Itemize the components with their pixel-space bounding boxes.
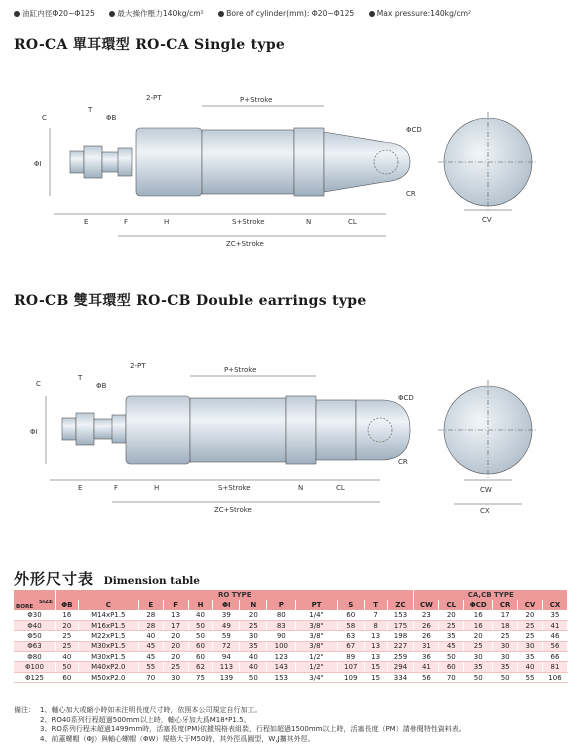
dim-c-label: C bbox=[42, 114, 47, 122]
dim-zc-stroke-label: ZC+Stroke bbox=[226, 240, 264, 248]
table-cell: 63 bbox=[337, 631, 364, 641]
table-cell: 59 bbox=[213, 631, 240, 641]
group-ro-type: RO TYPE bbox=[55, 590, 414, 600]
table-cell: 67 bbox=[337, 641, 364, 651]
table-cell: 60 bbox=[188, 652, 213, 662]
table-cell: 1/2" bbox=[296, 652, 337, 662]
bore-size-cell: Φ100 bbox=[14, 662, 55, 672]
table-cell: 25 bbox=[493, 631, 518, 641]
rod-nut bbox=[70, 151, 84, 173]
front-cap bbox=[136, 128, 202, 196]
table-cell: 90 bbox=[267, 631, 296, 641]
bullet-icon bbox=[109, 11, 115, 17]
table-cell: 15 bbox=[364, 662, 387, 672]
table-cell: 40 bbox=[188, 610, 213, 620]
table-cell: 70 bbox=[138, 672, 163, 682]
table-cell: 50 bbox=[464, 672, 493, 682]
group-ca-cb-type: CA,CB TYPE bbox=[414, 590, 568, 600]
table-cell: 20 bbox=[55, 620, 78, 630]
table-cell: 25 bbox=[55, 641, 78, 651]
table-cell: 16 bbox=[55, 610, 78, 620]
table-cell: 175 bbox=[387, 620, 414, 630]
table-cell: 334 bbox=[387, 672, 414, 682]
table-cell: 18 bbox=[493, 620, 518, 630]
table-cell: 227 bbox=[387, 641, 414, 651]
table-cell: 16 bbox=[464, 620, 493, 630]
table-cell: 50 bbox=[240, 672, 267, 682]
bore-size-cell: Φ80 bbox=[14, 652, 55, 662]
spec-bore-cn: 油缸内徑Φ20~Φ125 bbox=[14, 9, 95, 18]
table-cell: 153 bbox=[267, 672, 296, 682]
table-cell: 66 bbox=[542, 652, 567, 662]
note-line-3 bbox=[14, 725, 570, 735]
table-row bbox=[14, 662, 568, 672]
table-column-header bbox=[14, 600, 568, 610]
table-cell: 8 bbox=[364, 620, 387, 630]
notes bbox=[14, 706, 570, 744]
table-cell: 13 bbox=[163, 610, 188, 620]
bore-label: BORE bbox=[16, 604, 34, 610]
cb-section-title: RO-CB 雙耳環型 RO-CB Double earrings type bbox=[14, 293, 367, 309]
spec-pressure-cn: 最大操作壓力140kg/cm² bbox=[109, 9, 203, 18]
table-cell: 60 bbox=[439, 662, 464, 672]
note-line-4 bbox=[14, 735, 570, 745]
dim-f-label: F bbox=[124, 218, 129, 226]
table-cell: 13 bbox=[364, 652, 387, 662]
table-cell: 106 bbox=[542, 672, 567, 682]
bore-size-cell: Φ125 bbox=[14, 672, 55, 682]
dimension-title-en: Dimension table bbox=[103, 575, 200, 587]
dimension-table-title bbox=[14, 568, 200, 589]
dim-p-stroke-label: P+Stroke bbox=[240, 96, 273, 104]
column-header: T bbox=[364, 600, 387, 610]
column-header: E bbox=[138, 600, 163, 610]
front-cap bbox=[126, 396, 190, 464]
dim-i-label: ΦI bbox=[34, 160, 42, 168]
table-cell: 50 bbox=[493, 672, 518, 682]
dim-cr-label: CR bbox=[406, 190, 416, 198]
table-cell: 153 bbox=[387, 610, 414, 620]
table-cell: 25 bbox=[55, 631, 78, 641]
dim-cw-label: CW bbox=[480, 486, 492, 494]
table-cell: 50 bbox=[55, 662, 78, 672]
dim-p-stroke-label: P+Stroke bbox=[224, 366, 257, 374]
table-cell: 58 bbox=[337, 620, 364, 630]
dim-h-label: H bbox=[164, 218, 170, 226]
column-header: CV bbox=[518, 600, 543, 610]
table-row bbox=[14, 672, 568, 682]
table-cell: 40 bbox=[518, 662, 543, 672]
table-cell: 1/4" bbox=[296, 610, 337, 620]
rear-cap bbox=[294, 128, 324, 196]
bullet-icon bbox=[369, 11, 375, 17]
table-cell: M16xP1.5 bbox=[78, 620, 138, 630]
column-header: CX bbox=[542, 600, 567, 610]
rod-nut bbox=[62, 418, 76, 440]
table-cell: 25 bbox=[240, 620, 267, 630]
single-earring bbox=[324, 132, 410, 192]
table-cell: 41 bbox=[414, 662, 439, 672]
cylinder-tube bbox=[190, 398, 286, 462]
table-cell: 26 bbox=[414, 631, 439, 641]
table-cell: 60 bbox=[337, 610, 364, 620]
table-cell: 31 bbox=[414, 641, 439, 651]
rear-cap bbox=[286, 396, 316, 464]
cb-cylinder-svg bbox=[14, 356, 570, 516]
table-cell: 20 bbox=[518, 610, 543, 620]
column-header: H bbox=[188, 600, 213, 610]
table-cell: 30 bbox=[493, 652, 518, 662]
table-cell: 3/8" bbox=[296, 641, 337, 651]
dim-e-label: E bbox=[78, 484, 83, 492]
dim-f-label: F bbox=[114, 484, 119, 492]
table-cell: M14xP1.5 bbox=[78, 610, 138, 620]
cylinder-tube bbox=[202, 130, 294, 194]
table-cell: 41 bbox=[542, 620, 567, 630]
table-cell: M50xP2.0 bbox=[78, 672, 138, 682]
table-cell: 20 bbox=[464, 631, 493, 641]
dim-n-label: N bbox=[298, 484, 304, 492]
table-cell: 294 bbox=[387, 662, 414, 672]
table-cell: 3/8" bbox=[296, 631, 337, 641]
column-header: S bbox=[337, 600, 364, 610]
dim-cd-label: ΦCD bbox=[398, 394, 414, 402]
table-cell: 81 bbox=[542, 662, 567, 672]
table-cell: 20 bbox=[439, 610, 464, 620]
note-text: 1、軸心加大或縮小時如未注明長度尺寸時，依照本公司規定自行加工。 bbox=[40, 706, 262, 714]
table-cell: 30 bbox=[240, 631, 267, 641]
table-cell: 89 bbox=[337, 652, 364, 662]
dimension-title-cn: 外形尺寸表 bbox=[14, 570, 95, 588]
table-group-header bbox=[14, 590, 568, 600]
table-cell: 139 bbox=[213, 672, 240, 682]
dim-s-stroke-label: S+Stroke bbox=[232, 218, 265, 226]
notes-lead: 備注： bbox=[14, 706, 35, 714]
column-header: P bbox=[267, 600, 296, 610]
table-cell: 40 bbox=[55, 652, 78, 662]
column-header: F bbox=[163, 600, 188, 610]
table-cell: 35 bbox=[439, 631, 464, 641]
dim-n-label: N bbox=[306, 218, 312, 226]
ca-section-title: RO-CA 單耳環型 RO-CA Single type bbox=[14, 37, 286, 53]
bore-size-cell: Φ40 bbox=[14, 620, 55, 630]
note-text: 3、RO系列行程未超過1499mm時，活塞長度(PM)依據規格表組裝，行程如超過1500mm以上時，活塞長度（PM）請參閱特性資料表。 bbox=[40, 725, 466, 734]
table-cell: 30 bbox=[464, 652, 493, 662]
rod-nut-hex bbox=[84, 146, 102, 178]
table-cell: 35 bbox=[240, 641, 267, 651]
dimension-table bbox=[14, 590, 568, 683]
table-cell: M22xP1.5 bbox=[78, 631, 138, 641]
dim-cx-label: CX bbox=[480, 507, 490, 515]
table-cell: 50 bbox=[188, 620, 213, 630]
table-cell: 60 bbox=[188, 641, 213, 651]
table-cell: 72 bbox=[213, 641, 240, 651]
spec-pressure-en: Max pressure:140kg/cm² bbox=[369, 9, 471, 18]
table-cell: 49 bbox=[213, 620, 240, 630]
dim-b-label: ΦB bbox=[106, 114, 117, 122]
note-text: 4、前蓋螺帽（ΦJ）與軸心螺帽（ΦW）規格大于M50時，其外徑爲圓型，W,J攜其外徑。 bbox=[40, 734, 315, 743]
bore-size-cell: Φ50 bbox=[14, 631, 55, 641]
column-header: ΦCD bbox=[464, 600, 493, 610]
table-cell: 3/4" bbox=[296, 672, 337, 682]
table-cell: 30 bbox=[518, 641, 543, 651]
table-cell: 83 bbox=[267, 620, 296, 630]
table-cell: 15 bbox=[364, 672, 387, 682]
table-cell: 259 bbox=[387, 652, 414, 662]
dim-i-label: ΦI bbox=[30, 428, 38, 436]
table-cell: 25 bbox=[518, 631, 543, 641]
table-cell: 35 bbox=[542, 610, 567, 620]
table-cell: 75 bbox=[188, 672, 213, 682]
table-cell: 7 bbox=[364, 610, 387, 620]
bullet-icon bbox=[14, 11, 20, 17]
column-header: CW bbox=[414, 600, 439, 610]
front-nut bbox=[112, 415, 126, 443]
dim-b-label: ΦB bbox=[96, 382, 107, 390]
table-cell: 60 bbox=[55, 672, 78, 682]
spec-line bbox=[14, 8, 570, 19]
table-cell: M40xP2.0 bbox=[78, 662, 138, 672]
table-cell: 20 bbox=[163, 631, 188, 641]
table-cell: 25 bbox=[439, 620, 464, 630]
table-cell: 13 bbox=[364, 631, 387, 641]
table-cell: 26 bbox=[414, 620, 439, 630]
column-header: ΦI bbox=[213, 600, 240, 610]
table-cell: 80 bbox=[267, 610, 296, 620]
table-cell: 40 bbox=[138, 631, 163, 641]
table-cell: 55 bbox=[518, 672, 543, 682]
table-cell: 1/2" bbox=[296, 662, 337, 672]
table-cell: 13 bbox=[364, 641, 387, 651]
table-cell: 56 bbox=[542, 641, 567, 651]
table-cell: 28 bbox=[138, 620, 163, 630]
table-cell: 56 bbox=[414, 672, 439, 682]
dim-c-label: C bbox=[36, 380, 41, 388]
size-label: SIZE bbox=[38, 600, 53, 605]
table-row bbox=[14, 620, 568, 630]
table-cell: 30 bbox=[493, 641, 518, 651]
table-cell: M30xP1.5 bbox=[78, 652, 138, 662]
dim-pt-label: 2-PT bbox=[130, 362, 146, 370]
table-cell: 36 bbox=[414, 652, 439, 662]
table-cell: 107 bbox=[337, 662, 364, 672]
table-cell: 143 bbox=[267, 662, 296, 672]
table-cell: 35 bbox=[464, 662, 493, 672]
double-earring bbox=[356, 400, 410, 460]
table-cell: 109 bbox=[337, 672, 364, 682]
table-cell: 62 bbox=[188, 662, 213, 672]
dim-cv-label: CV bbox=[482, 216, 492, 224]
column-header: CR bbox=[493, 600, 518, 610]
table-cell: 20 bbox=[240, 610, 267, 620]
dim-t-label: T bbox=[88, 106, 93, 114]
table-cell: 40 bbox=[240, 652, 267, 662]
column-header: C bbox=[78, 600, 138, 610]
dim-cl-label: CL bbox=[336, 484, 345, 492]
table-cell: 100 bbox=[267, 641, 296, 651]
dim-t-label: T bbox=[78, 374, 83, 382]
dim-s-stroke-label: S+Stroke bbox=[218, 484, 251, 492]
table-cell: 17 bbox=[493, 610, 518, 620]
table-cell: 28 bbox=[138, 610, 163, 620]
note-line-1 bbox=[14, 706, 570, 716]
column-header: N bbox=[240, 600, 267, 610]
column-header: CL bbox=[439, 600, 464, 610]
table-cell: 20 bbox=[163, 641, 188, 651]
dim-h-label: H bbox=[154, 484, 160, 492]
bullet-icon bbox=[218, 11, 224, 17]
dim-cr-label: CR bbox=[398, 458, 408, 466]
table-cell: 45 bbox=[138, 652, 163, 662]
spec-bore-en: Bore of cylinder(mm): Φ20~Φ125 bbox=[218, 9, 354, 18]
table-cell: 39 bbox=[213, 610, 240, 620]
table-cell: 35 bbox=[493, 662, 518, 672]
dim-e-label: E bbox=[84, 218, 89, 226]
group-spacer bbox=[14, 590, 55, 600]
table-cell: 30 bbox=[163, 672, 188, 682]
bore-size-cell: Φ63 bbox=[14, 641, 55, 651]
table-cell: 55 bbox=[138, 662, 163, 672]
table-body bbox=[14, 610, 568, 683]
column-header: PT bbox=[296, 600, 337, 610]
column-header: ZC bbox=[387, 600, 414, 610]
table-cell: 25 bbox=[518, 620, 543, 630]
table-cell: 45 bbox=[439, 641, 464, 651]
table-cell: 45 bbox=[138, 641, 163, 651]
table-cell: 17 bbox=[163, 620, 188, 630]
cb-drawing bbox=[14, 356, 570, 516]
table-cell: 198 bbox=[387, 631, 414, 641]
table-cell: 25 bbox=[163, 662, 188, 672]
rod-nut-hex bbox=[76, 413, 94, 445]
table-cell: 3/8" bbox=[296, 620, 337, 630]
table-cell: 70 bbox=[439, 672, 464, 682]
dim-zc-stroke-label: ZC+Stroke bbox=[214, 506, 252, 514]
dim-pt-label: 2-PT bbox=[146, 94, 162, 102]
table-cell: 50 bbox=[439, 652, 464, 662]
bore-size-header bbox=[14, 600, 55, 610]
front-nut bbox=[118, 148, 132, 176]
table-row bbox=[14, 641, 568, 651]
ca-cylinder-svg bbox=[14, 88, 570, 248]
table-cell: 50 bbox=[188, 631, 213, 641]
table-cell: 20 bbox=[163, 652, 188, 662]
dim-cd-label: ΦCD bbox=[406, 126, 422, 134]
bore-size-cell: Φ30 bbox=[14, 610, 55, 620]
table-row bbox=[14, 652, 568, 662]
table-cell: 40 bbox=[240, 662, 267, 672]
ca-drawing bbox=[14, 88, 570, 248]
table-cell: M30xP1.5 bbox=[78, 641, 138, 651]
dim-cl-label: CL bbox=[348, 218, 357, 226]
note-line-2 bbox=[14, 716, 570, 726]
table-cell: 123 bbox=[267, 652, 296, 662]
table-cell: 16 bbox=[464, 610, 493, 620]
note-text: 2、RO40系列行程超過500mm以上時，軸心牙加大爲M18*P1.5。 bbox=[40, 715, 251, 724]
table-row bbox=[14, 631, 568, 641]
clevis-block bbox=[316, 400, 356, 460]
table-cell: 46 bbox=[542, 631, 567, 641]
table-cell: 113 bbox=[213, 662, 240, 672]
table-cell: 94 bbox=[213, 652, 240, 662]
table-cell: 23 bbox=[414, 610, 439, 620]
table-cell: 25 bbox=[464, 641, 493, 651]
table-cell: 35 bbox=[518, 652, 543, 662]
table-row bbox=[14, 610, 568, 620]
column-header: ΦB bbox=[55, 600, 78, 610]
